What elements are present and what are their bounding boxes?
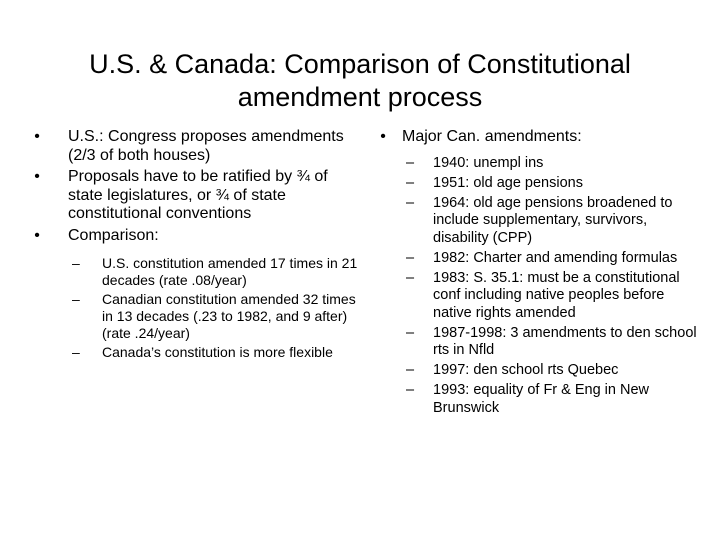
amendment-text: 1993: equality of Fr & Eng in New Brunswick	[433, 382, 650, 416]
amendment-item	[376, 325, 706, 360]
amendment-text: 1982: Charter and amending formulas	[433, 249, 678, 266]
sub-bullet-item	[30, 255, 360, 289]
bullet-item	[376, 128, 706, 147]
bullet-text: Proposals have to be ratified by ¾ of state legislatures, or ¾ of state constitutional conventions	[68, 168, 328, 222]
sub-bullet-text: U.S. constitution amended 17 times in 21 decades (rate .08/year)	[102, 255, 358, 288]
amendment-text: 1983: S. 35.1: must be a constitutional conf including native peoples before native rights amended	[433, 269, 680, 321]
sub-bullet-item	[30, 291, 360, 342]
bullet-icon: •	[380, 128, 386, 145]
amendment-text: 1940: unempl ins	[433, 154, 544, 171]
dash-icon: –	[406, 154, 415, 171]
amendment-item	[376, 382, 706, 417]
sub-bullet-text: Canada’s constitution is more flexible	[102, 344, 333, 360]
amendment-item	[376, 250, 706, 268]
dash-icon: –	[406, 249, 415, 266]
dash-icon: –	[72, 291, 80, 307]
dash-icon: –	[406, 174, 415, 191]
right-column	[376, 128, 706, 420]
bullet-text: U.S.: Congress proposes amendments (2/3 of both houses)	[68, 128, 344, 164]
dash-icon: –	[72, 344, 80, 360]
amendment-text: 1997: den school rts Quebec	[433, 362, 619, 378]
amendment-text: 1951: old age pensions	[433, 174, 583, 191]
sub-bullet-text: Canadian constitution amended 32 times in 13 decades (.23 to 1982, and 9 after) (rate .24/year)	[102, 291, 356, 341]
amendment-text: 1987-1998: 3 amendments to den school rts in Nfld	[433, 324, 697, 358]
amendment-list	[376, 155, 706, 418]
amendment-item	[376, 195, 706, 248]
sub-bullet-item	[30, 344, 360, 361]
bullet-text: Comparison:	[68, 226, 159, 244]
bullet-icon: •	[34, 128, 40, 145]
bullet-icon: •	[34, 226, 40, 244]
dash-icon: –	[72, 255, 80, 271]
slide-title-line-2: amendment process	[237, 82, 483, 112]
dash-icon: –	[406, 362, 415, 378]
dash-icon: –	[406, 324, 415, 341]
amendment-item	[376, 270, 706, 323]
bullet-text: Major Can. amendments:	[402, 128, 582, 145]
bullet-item	[30, 227, 360, 246]
bullet-icon: •	[34, 168, 40, 185]
bullet-item	[30, 128, 360, 165]
amendment-item	[376, 362, 706, 380]
slide-title-line-1: U.S. & Canada: Comparison of Constitutional	[89, 49, 631, 79]
dash-icon: –	[406, 269, 415, 286]
amendment-item	[376, 175, 706, 193]
dash-icon: –	[406, 194, 415, 211]
slide-title	[40, 48, 680, 114]
dash-icon: –	[406, 382, 415, 398]
left-column	[30, 128, 360, 363]
amendment-item	[376, 155, 706, 173]
amendment-text: 1964: old age pensions broadened to include supplementary, survivors, disability (CPP)	[433, 194, 673, 246]
bullet-item	[30, 168, 360, 224]
sub-bullet-list	[30, 255, 360, 361]
